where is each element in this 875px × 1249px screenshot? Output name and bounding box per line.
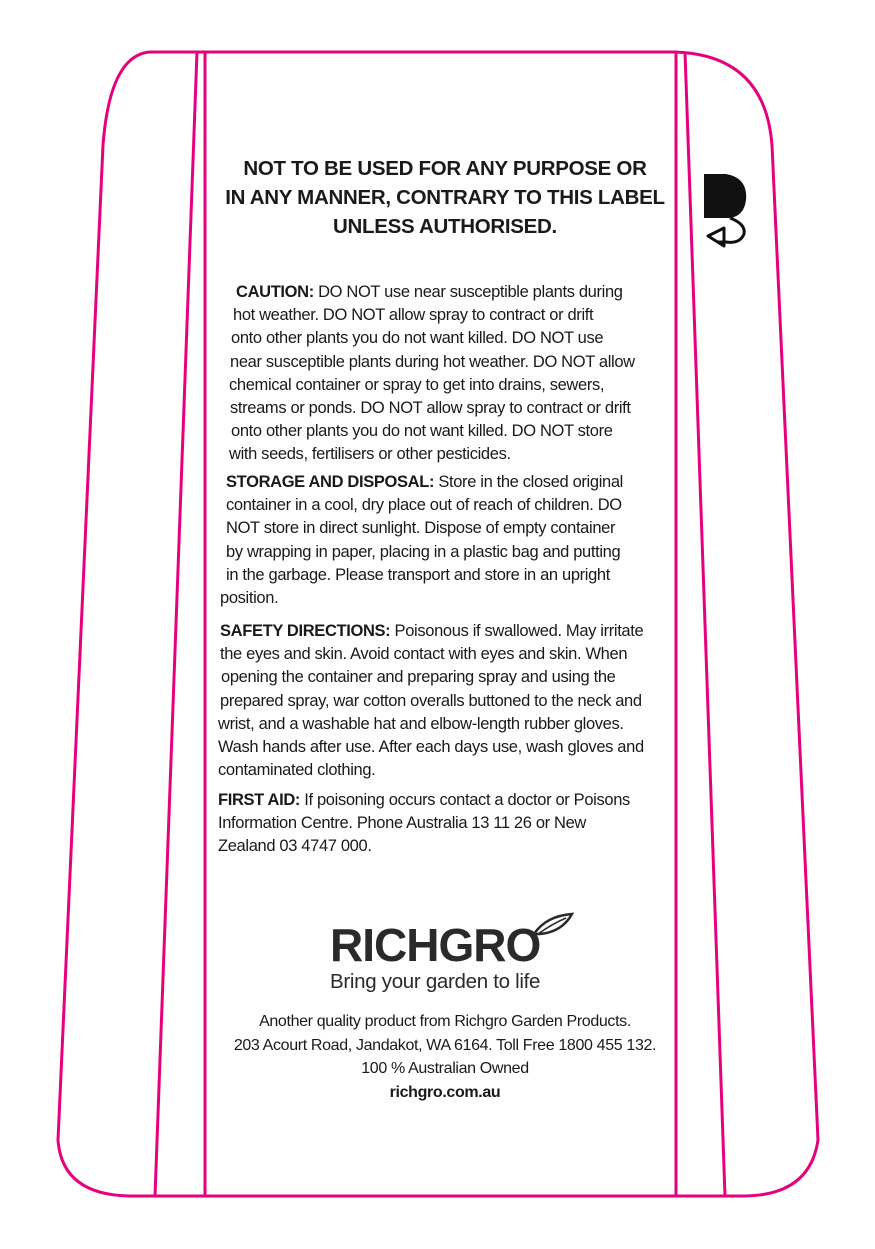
storage-line-4: by wrapping in paper, placing in a plastic bag and putting	[226, 542, 621, 561]
safety-line-3: opening the container and preparing spray and using the	[221, 668, 616, 687]
safety-text-1: Poisonous if swallowed. May irritate	[390, 622, 644, 640]
first-aid-line-2: Information Centre. Phone Australia 13 11 26 or New	[218, 814, 586, 833]
safety-line-4: prepared spray, war cotton overalls buttoned to the neck and	[220, 691, 642, 710]
caution-line-4: near susceptible plants during hot weather. DO NOT allow	[230, 352, 635, 371]
caution-line-3: onto other plants you do not want killed. DO NOT use	[231, 329, 604, 348]
leaf-icon	[532, 912, 574, 938]
caution-line-6: streams or ponds. DO NOT allow spray to contract or drift	[230, 399, 631, 418]
caution-section	[216, 281, 686, 467]
footer	[200, 1010, 690, 1104]
footer-line-2: 203 Acourt Road, Jandakot, WA 6164. Toll Free 1800 455 132.	[233, 1036, 657, 1054]
website-link[interactable]: richgro.com.au	[389, 1083, 501, 1101]
storage-section	[216, 471, 686, 610]
storage-text-1: Store in the closed original	[434, 473, 623, 491]
headline-line-3: UNLESS AUTHORISED.	[333, 215, 557, 238]
storage-label: STORAGE AND DISPOSAL:	[226, 473, 435, 491]
storage-line-6: position.	[220, 589, 279, 608]
headline-line-1: NOT TO BE USED FOR ANY PURPOSE OR	[243, 157, 647, 180]
caution-label: CAUTION:	[236, 283, 314, 301]
safety-line-7: contaminated clothing.	[218, 761, 376, 780]
first-aid-label: FIRST AID:	[218, 791, 301, 809]
caution-text-1: DO NOT use near susceptible plants during	[313, 283, 623, 301]
headline-line-2: IN ANY MANNER, CONTRARY TO THIS LABEL	[225, 186, 665, 209]
safety-line-1	[216, 620, 686, 643]
caution-line-5: chemical container or spray to get into drains, sewers,	[229, 375, 605, 394]
caution-line-1	[216, 281, 686, 304]
caution-line-8: with seeds, fertilisers or other pesticides.	[229, 445, 511, 464]
first-aid-line-1	[216, 789, 686, 812]
brand-name: RICHGRO	[330, 919, 541, 971]
safety-line-6: Wash hands after use. After each days use, wash gloves and	[218, 738, 644, 757]
storage-line-3: NOT store in direct sunlight. Dispose of empty container	[226, 519, 616, 538]
footer-line-1: Another quality product from Richgro Garden Products.	[259, 1013, 631, 1030]
storage-line-2: container in a cool, dry place out of reach of children. DO	[226, 496, 622, 515]
storage-line-5: in the garbage. Please transport and store in an upright	[226, 565, 610, 584]
storage-line-1	[216, 471, 686, 494]
footer-line-3: 100 % Australian Owned	[361, 1060, 529, 1077]
left-panel-line-1	[155, 52, 197, 1196]
first-aid-line-3: Zealand 03 4747 000.	[218, 837, 372, 856]
first-aid-text-1: If poisoning occurs contact a doctor or Poisons	[300, 791, 630, 809]
safety-line-5: wrist, and a washable hat and elbow-length rubber gloves.	[218, 714, 624, 733]
brand-tagline: Bring your garden to life	[330, 970, 541, 993]
caution-line-2: hot weather. DO NOT allow spray to contract or drift	[233, 306, 594, 325]
safety-line-2: the eyes and skin. Avoid contact with eyes and skin. When	[220, 645, 628, 664]
first-aid-section	[216, 789, 686, 859]
headline	[200, 154, 690, 241]
turn-arrow-icon	[700, 170, 752, 248]
safety-label: SAFETY DIRECTIONS:	[220, 622, 391, 640]
brand-logo	[320, 912, 580, 1002]
safety-section	[216, 620, 686, 782]
caution-line-7: onto other plants you do not want killed. DO NOT store	[231, 422, 613, 441]
